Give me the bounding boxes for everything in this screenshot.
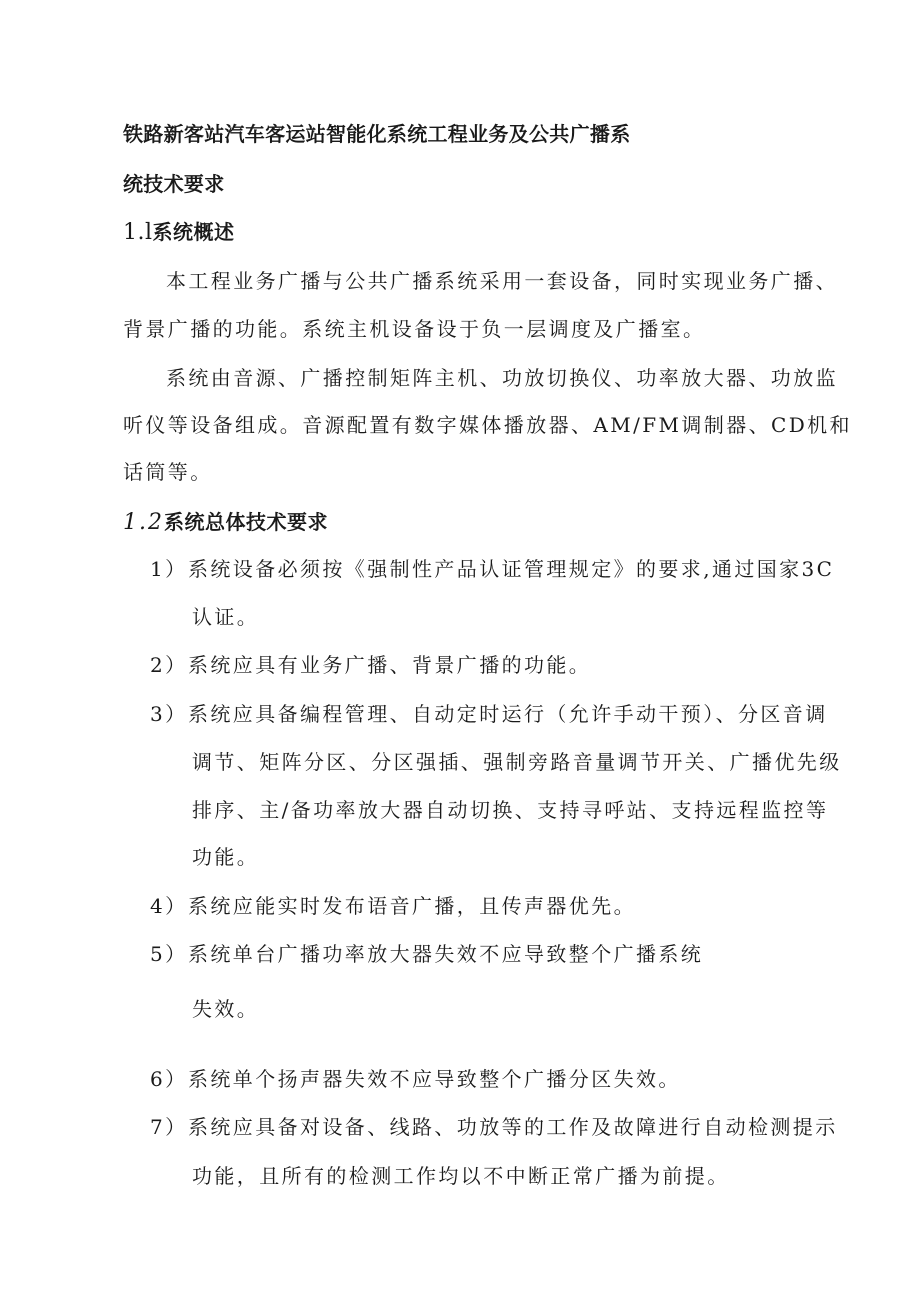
list-item-7 xyxy=(150,1113,838,1141)
section-1-heading xyxy=(123,218,235,247)
list-item-7-line-1: 系统应具备对设备、线路、功放等的工作及故障进行自动检测提示 xyxy=(188,1115,838,1139)
list-item-3-line-1: 系统应具备编程管理、自动定时运行（允许手动干预）、分区音调 xyxy=(188,702,828,726)
list-item-3-line-3: 排序、主/备功率放大器自动切换、支持寻呼站、支持远程监控等 xyxy=(192,798,829,822)
list-item-2 xyxy=(150,651,591,679)
document-title-line-1: 铁路新客站汽车客运站智能化系统工程业务及公共广播系 xyxy=(123,122,631,146)
list-item-5-line-2: 失效。 xyxy=(192,997,260,1021)
list-item-5-line-1: 系统单台广播功率放大器失效不应导致整个广播系统 xyxy=(188,942,704,966)
list-item-7-line-2: 功能，且所有的检测工作均以不中断正常广播为前提。 xyxy=(192,1164,730,1188)
list-item-4-line-1: 系统应能实时发布语音广播，且传声器优先。 xyxy=(188,894,636,918)
section-1-paragraph-2-line-1: 系统由音源、广播控制矩阵主机、功放切换仪、功率放大器、功放监 xyxy=(166,366,838,390)
list-item-5-number: 5） xyxy=(150,942,188,966)
list-item-4-number: 4） xyxy=(150,894,188,918)
section-2-title: 系统总体技术要求 xyxy=(164,510,328,534)
list-item-2-line-1: 系统应具有业务广播、背景广播的功能。 xyxy=(188,653,592,677)
list-item-3-line-4: 功能。 xyxy=(192,845,260,869)
list-item-3-number: 3） xyxy=(150,702,188,726)
list-item-7-number: 7） xyxy=(150,1115,188,1139)
list-item-5 xyxy=(150,940,703,968)
list-item-3 xyxy=(150,700,828,728)
list-item-6 xyxy=(150,1065,681,1093)
list-item-3-line-2: 调节、矩阵分区、分区强插、强制旁路音量调节开关、广播优先级 xyxy=(192,750,842,774)
section-2-number: 1.2 xyxy=(123,510,164,535)
list-item-6-number: 6） xyxy=(150,1067,188,1091)
section-1-title: 系统概述 xyxy=(152,220,235,244)
list-item-4 xyxy=(150,892,636,920)
section-1-paragraph-1-line-1: 本工程业务广播与公共广播系统采用一套设备，同时实现业务广播、 xyxy=(166,269,838,293)
section-1-number: 1.l xyxy=(123,220,153,245)
section-1-paragraph-2-line-2: 听仪等设备组成。音源配置有数字媒体播放器、AM/FM调制器、CD机和 xyxy=(123,413,852,437)
list-item-1-line-1: 系统设备必须按《强制性产品认证管理规定》的要求,通过国家3C xyxy=(188,557,835,581)
document-title-line-2: 统技术要求 xyxy=(123,172,225,196)
section-2-heading xyxy=(123,508,328,537)
list-item-1-line-2: 认证。 xyxy=(192,605,260,629)
list-item-1 xyxy=(150,555,834,583)
section-1-paragraph-1-line-2: 背景广播的功能。系统主机设备设于负一层调度及广播室。 xyxy=(123,317,706,341)
section-1-paragraph-2-line-3: 话筒等。 xyxy=(123,460,213,484)
list-item-1-number: 1） xyxy=(150,557,188,581)
list-item-6-line-1: 系统单个扬声器失效不应导致整个广播分区失效。 xyxy=(188,1067,681,1091)
list-item-2-number: 2） xyxy=(150,653,188,677)
